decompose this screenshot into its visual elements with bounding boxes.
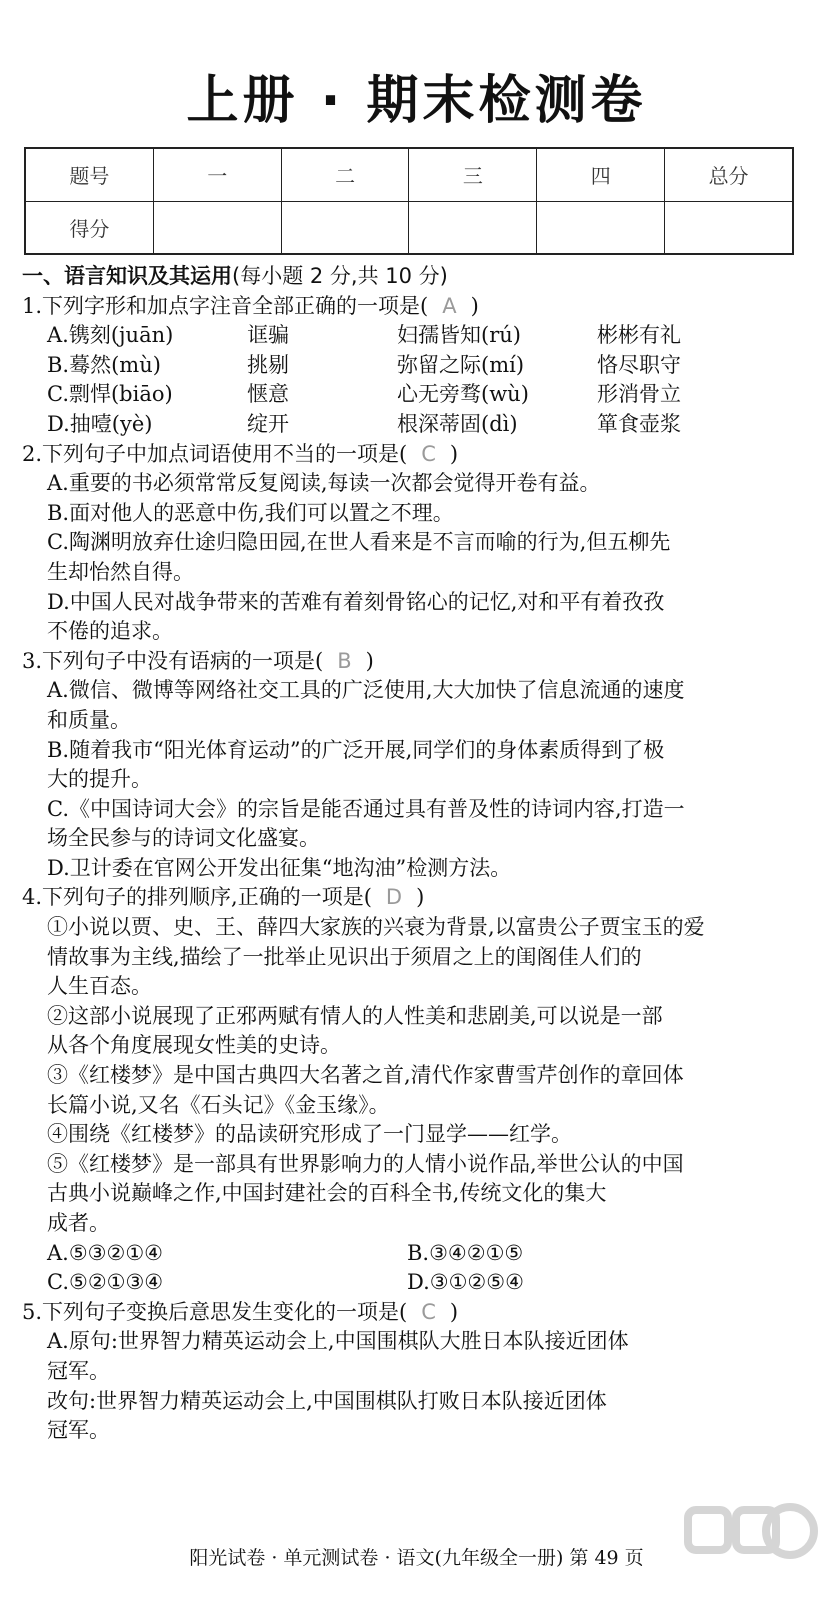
question-text: 1.下列字形和加点字注音全部正确的一项是( [22, 293, 429, 318]
answer-mark: C [421, 1299, 436, 1324]
question-4-line: ③《红楼梦》是中国古典四大名著之首,清代作家曹雪芹创作的章回体 [47, 1063, 684, 1088]
question-3-stem [22, 647, 812, 677]
question-text: 3.下列句子中没有语病的一项是( [22, 648, 324, 673]
score-table-score-row [25, 201, 793, 254]
question-4-line: 成者。 [47, 1211, 110, 1235]
choice-option: C.⑤②①③④ [47, 1270, 164, 1295]
question-5-line: 冠军。 [47, 1358, 110, 1383]
page-footer: 阳光试卷 · 单元测试卷 · 语文(九年级全一册) 第 49 页 [189, 1547, 644, 1569]
question-3-line: 场全民参与的诗词文化盛宴。 [47, 826, 320, 851]
question-4-line: ④围绕《红楼梦》的品读研究形成了一门显学——红学。 [47, 1122, 572, 1147]
option-cell: 诓骗 [247, 323, 289, 348]
answer-mark: A [442, 293, 457, 318]
option-cell: A.镌刻(juān) [47, 323, 174, 348]
question-2-line: C.陶渊明放弃仕途归隐田园,在世人看来是不言而喻的行为,但五柳先 [47, 530, 671, 555]
question-3-line: D.卫计委在官网公开发出征集“地沟油”检测方法。 [47, 855, 512, 880]
question-1-option-row [22, 351, 812, 381]
question-1-stem [22, 292, 812, 322]
answer-mark: B [337, 648, 352, 673]
exam-content [22, 262, 812, 1446]
score-header-cell: 题号 [25, 148, 153, 201]
question-4-stem [22, 883, 812, 913]
question-2-line: B.面对他人的恶意中伤,我们可以置之不理。 [47, 500, 454, 525]
score-table-header-row [25, 148, 793, 201]
question-2-line: 生却怡然自得。 [47, 559, 194, 584]
page-title: 上册 · 期末检测卷 [186, 71, 647, 131]
question-5-line: A.原句:世界智力精英运动会上,中国围棋队大胜日本队接近团体 [47, 1329, 629, 1354]
score-header-cell: 一 [153, 148, 281, 201]
question-4-line: 长篇小说,又名《石头记》《金玉缘》。 [47, 1092, 390, 1117]
score-cell [153, 201, 281, 254]
question-1-option-row [22, 321, 812, 351]
question-4-line: ②这部小说展现了正邪两赋有情人的人性美和悲剧美,可以说是一部 [47, 1003, 663, 1028]
option-cell: 彬彬有礼 [597, 323, 681, 348]
score-cell [409, 201, 537, 254]
option-cell: B.蓦然(mù) [47, 352, 161, 377]
question-4-line: 从各个角度展现女性美的史诗。 [47, 1033, 341, 1058]
score-header-cell: 三 [409, 148, 537, 201]
paren-close: ) [470, 293, 479, 318]
question-4-line: 人生百态。 [47, 974, 152, 999]
section-note: (每小题 2 分,共 10 分) [232, 264, 448, 288]
question-4-choice-row [22, 1239, 812, 1269]
score-cell [537, 201, 665, 254]
paren-close: ) [449, 1299, 459, 1324]
score-cell [665, 201, 793, 254]
score-header-cell: 总分 [665, 148, 793, 201]
score-cell [281, 201, 409, 254]
option-cell: 弥留之际(mí) [397, 352, 525, 377]
score-header-cell: 二 [281, 148, 409, 201]
option-cell: 惬意 [247, 382, 289, 407]
question-4-line: ①小说以贾、史、王、薛四大家族的兴衰为背景,以富贵公子贾宝玉的爱 [47, 915, 705, 940]
option-cell: 妇孺皆知(rú) [397, 323, 521, 348]
paren-close: ) [416, 885, 425, 910]
question-4-line: ⑤《红楼梦》是一部具有世界影响力的人情小说作品,举世公认的中国 [47, 1151, 684, 1176]
section-heading [22, 262, 812, 292]
question-5-line: 改句:世界智力精英运动会上,中国围棋队打败日本队接近团体 [47, 1388, 607, 1413]
question-4-choice-row [22, 1268, 812, 1298]
score-row-label: 得分 [25, 201, 153, 254]
option-cell: 心无旁骛(wù) [397, 382, 529, 407]
score-header-cell: 四 [537, 148, 665, 201]
choice-option: B.③④②①⑤ [407, 1240, 524, 1265]
question-5-stem [22, 1298, 812, 1328]
score-table [24, 147, 794, 255]
question-4-line: 古典小说巅峰之作,中国封建社会的百科全书,传统文化的集大 [47, 1181, 607, 1206]
question-3-line: 大的提升。 [47, 767, 152, 792]
option-cell: 绽开 [247, 411, 289, 436]
option-cell: 箪食壶浆 [597, 411, 681, 436]
question-text: 4.下列句子的排列顺序,正确的一项是( [22, 885, 372, 910]
answer-mark: D [385, 885, 403, 910]
choice-option: A.⑤③②①④ [47, 1240, 163, 1265]
question-2-stem [22, 440, 812, 470]
option-cell: 形消骨立 [597, 382, 681, 407]
question-1-option-row [22, 410, 812, 440]
paren-close: ) [449, 441, 459, 466]
option-cell: 恪尽职守 [597, 352, 681, 377]
option-cell: D.抽噎(yè) [47, 411, 153, 436]
question-5-line: 冠军。 [47, 1418, 110, 1443]
option-cell: 挑剔 [247, 352, 289, 377]
question-3-line: B.随着我市“阳光体育运动”的广泛开展,同学们的身体素质得到了极 [47, 737, 665, 762]
choice-option: D.③①②⑤④ [407, 1270, 524, 1295]
question-1-option-row [22, 380, 812, 410]
paren-close: ) [365, 648, 374, 673]
question-text: 5.下列句子变换后意思发生变化的一项是( [22, 1299, 408, 1324]
question-2-line: D.中国人民对战争带来的苦难有着刻骨铭心的记忆,对和平有着孜孜 [47, 589, 665, 614]
question-3-line: A.微信、微博等网络社交工具的广泛使用,大大加快了信息流通的速度 [47, 678, 685, 703]
question-3-line: C.《中国诗词大会》的宗旨是能否通过具有普及性的诗词内容,打造一 [47, 796, 685, 821]
question-2-line: 不倦的追求。 [47, 619, 173, 644]
option-cell: C.剽悍(biāo) [47, 382, 173, 407]
option-cell: 根深蒂固(dì) [397, 411, 518, 436]
question-3-line: 和质量。 [47, 707, 131, 732]
question-2-line: A.重要的书必须常常反复阅读,每读一次都会觉得开卷有益。 [47, 471, 601, 496]
answer-mark: C [421, 441, 436, 466]
section-title: 一、语言知识及其运用 [22, 264, 232, 288]
question-text: 2.下列句子中加点词语使用不当的一项是( [22, 441, 408, 466]
question-4-line: 情故事为主线,描绘了一批举止见识出于须眉之上的闺阁佳人们的 [47, 944, 642, 969]
